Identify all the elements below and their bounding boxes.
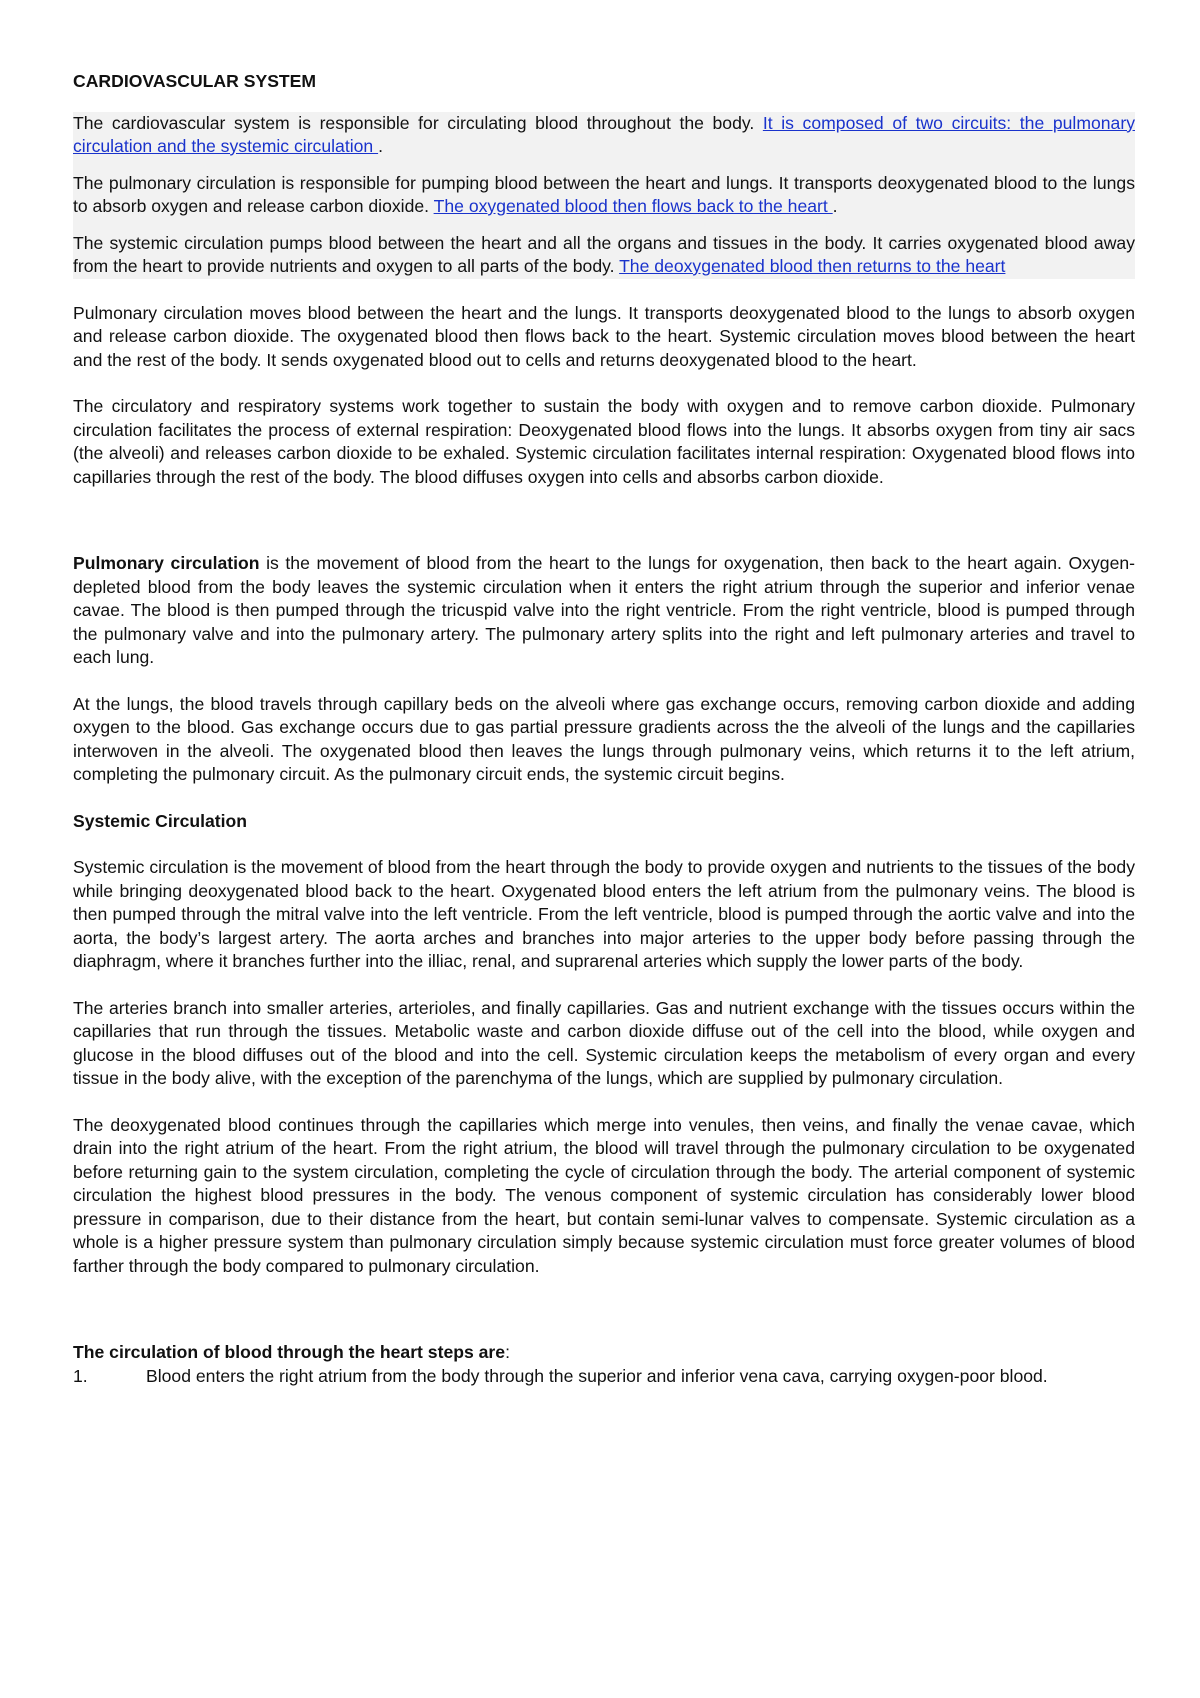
pulmonary-summary-link[interactable]: The oxygenated blood then flows back to the heart xyxy=(433,196,833,216)
paragraph-gas-exchange: At the lungs, the blood travels through capillary beds on the alveoli where gas exchange occurs, removing carbon dioxide and adding oxygen to the blood. Gas exchange occurs due to gas partial pressure gradients across the the alveoli of the lungs and the capillaries interwoven in the alveoli. The oxygenated blood then leaves the lungs through pulmonary veins, which returns it to the left atrium, completing the pulmonary circuit. As the pulmonary circuit ends, the systemic circuit begins. xyxy=(73,693,1135,784)
pulmonary-summary-paragraph xyxy=(73,172,1135,219)
steps-heading-colon: : xyxy=(505,1342,510,1362)
list-item xyxy=(73,1365,1135,1389)
intro-paragraph xyxy=(73,112,1135,159)
systemic-summary-link[interactable]: The deoxygenated blood then returns to the heart xyxy=(619,256,1006,276)
intro-text: The cardiovascular system is responsible for circulating blood throughout the body. xyxy=(73,112,763,133)
document-page xyxy=(73,70,1135,1388)
steps-list xyxy=(73,1365,1135,1389)
paragraph-arteries: The arteries branch into smaller arteries, arterioles, and finally capillaries. Gas and nutrient exchange with the tissues occurs within the capillaries that run through the tissues. Metabolic waste and carbon dioxide diffuse out of the cell into the blood, while oxygen and glucose in the blood diffuses out of the blood and into the cell. Systemic circulation keeps the metabolism of every organ and every tissue in the body alive, with the exception of the parenchyma of the lungs, which are supplied by pulmonary circulation. xyxy=(73,997,1135,1088)
steps-heading xyxy=(73,1341,1135,1365)
paragraph-respiration: The circulatory and respiratory systems work together to sustain the body with oxygen and to remove carbon dioxide. Pulmonary circulation facilitates the process of external respiration: Deoxygenated blood flows into the lungs. It absorbs oxygen from tiny air sacs (the alveoli) and releases carbon dioxide to be exhaled. Systemic circulation facilitates internal respiration: Oxygenated blood flows into capillaries through the rest of the body. The blood diffuses oxygen into cells and absorbs carbon dioxide. xyxy=(73,396,1135,487)
systemic-summary-text: The systemic circulation pumps blood between the heart and all the organs and tissues in the body. It carries oxygenated blood away from the heart to provide nutrients and oxygen to all parts of the body. xyxy=(73,232,1135,276)
step-text: Blood enters the right atrium from the body through the superior and inferior vena cava, carrying oxygen-poor blood. xyxy=(146,1365,1048,1386)
intro-end: . xyxy=(378,136,383,156)
pulmonary-summary-text: The pulmonary circulation is responsible for pumping blood between the heart and lungs. It transports deoxygenated blood to the lungs to absorb oxygen and release carbon dioxide. xyxy=(73,172,1135,216)
intro-link[interactable]: It is composed of two circuits: the pulmonary circulation and the systemic circulation xyxy=(73,112,1135,156)
pulmonary-circulation-term: Pulmonary circulation xyxy=(73,553,260,573)
pulmonary-summary-end: . xyxy=(832,196,838,216)
systemic-summary-paragraph xyxy=(73,232,1135,279)
paragraph-systemic-circulation: Systemic circulation is the movement of blood from the heart through the body to provide oxygen and nutrients to the tissues of the body while bringing deoxygenated blood back to the heart. Oxygenated blood enters the left atrium from the pulmonary veins. The blood is then pumped through the mitral valve into the left ventricle. From the left ventricle, blood is pumped through the aortic valve and into the aorta, the body’s largest artery. The aorta arches and branches into major arteries to the upper body before passing through the diaphragm, where it branches further into the illiac, renal, and suprarenal arteries which supply the lower parts of the body. xyxy=(73,857,1135,971)
steps-heading-text: The circulation of blood through the heart steps are xyxy=(73,1342,506,1362)
step-number: 1. xyxy=(73,1365,88,1386)
document-title: CARDIOVASCULAR SYSTEM xyxy=(73,71,317,91)
systemic-circulation-heading: Systemic Circulation xyxy=(73,810,248,831)
paragraph-circulation-overview: Pulmonary circulation moves blood between the heart and the lungs. It transports deoxygenated blood to the lungs to absorb oxygen and release carbon dioxide. The oxygenated blood then flows back to the heart. Systemic circulation moves blood between the heart and the rest of the body. It sends oxygenated blood out to cells and returns deoxygenated blood to the heart. xyxy=(73,302,1135,370)
paragraph-pulmonary-circulation xyxy=(73,552,1135,670)
pulmonary-circulation-text: is the movement of blood from the heart to the lungs for oxygenation, then back to the heart again. Oxygen-depleted blood from the body leaves the systemic circulation when it enters the right atrium through the superior and inferior venae cavae. The blood is then pumped through the tricuspid valve into the right ventricle. From the right ventricle, blood is pumped through the pulmonary valve and into the pulmonary artery. The pulmonary artery splits into the right and left pulmonary arteries and travel to each lung. xyxy=(73,553,1135,667)
paragraph-deoxygenated-blood: The deoxygenated blood continues through the capillaries which merge into venules, then veins, and finally the venae cavae, which drain into the right atrium of the heart. From the right atrium, the blood will travel through the pulmonary circulation to be oxygenated before returning gain to the system circulation, completing the cycle of circulation through the body. The arterial component of systemic circulation the highest blood pressures in the body. The venous component of systemic circulation has considerably lower blood pressure in comparison, due to their distance from the heart, but contain semi-lunar valves to compensate. Systemic circulation as a whole is a higher pressure system than pulmonary circulation simply because systemic circulation must force greater volumes of blood farther through the body compared to pulmonary circulation. xyxy=(73,1114,1135,1276)
summary-block xyxy=(73,112,1135,279)
